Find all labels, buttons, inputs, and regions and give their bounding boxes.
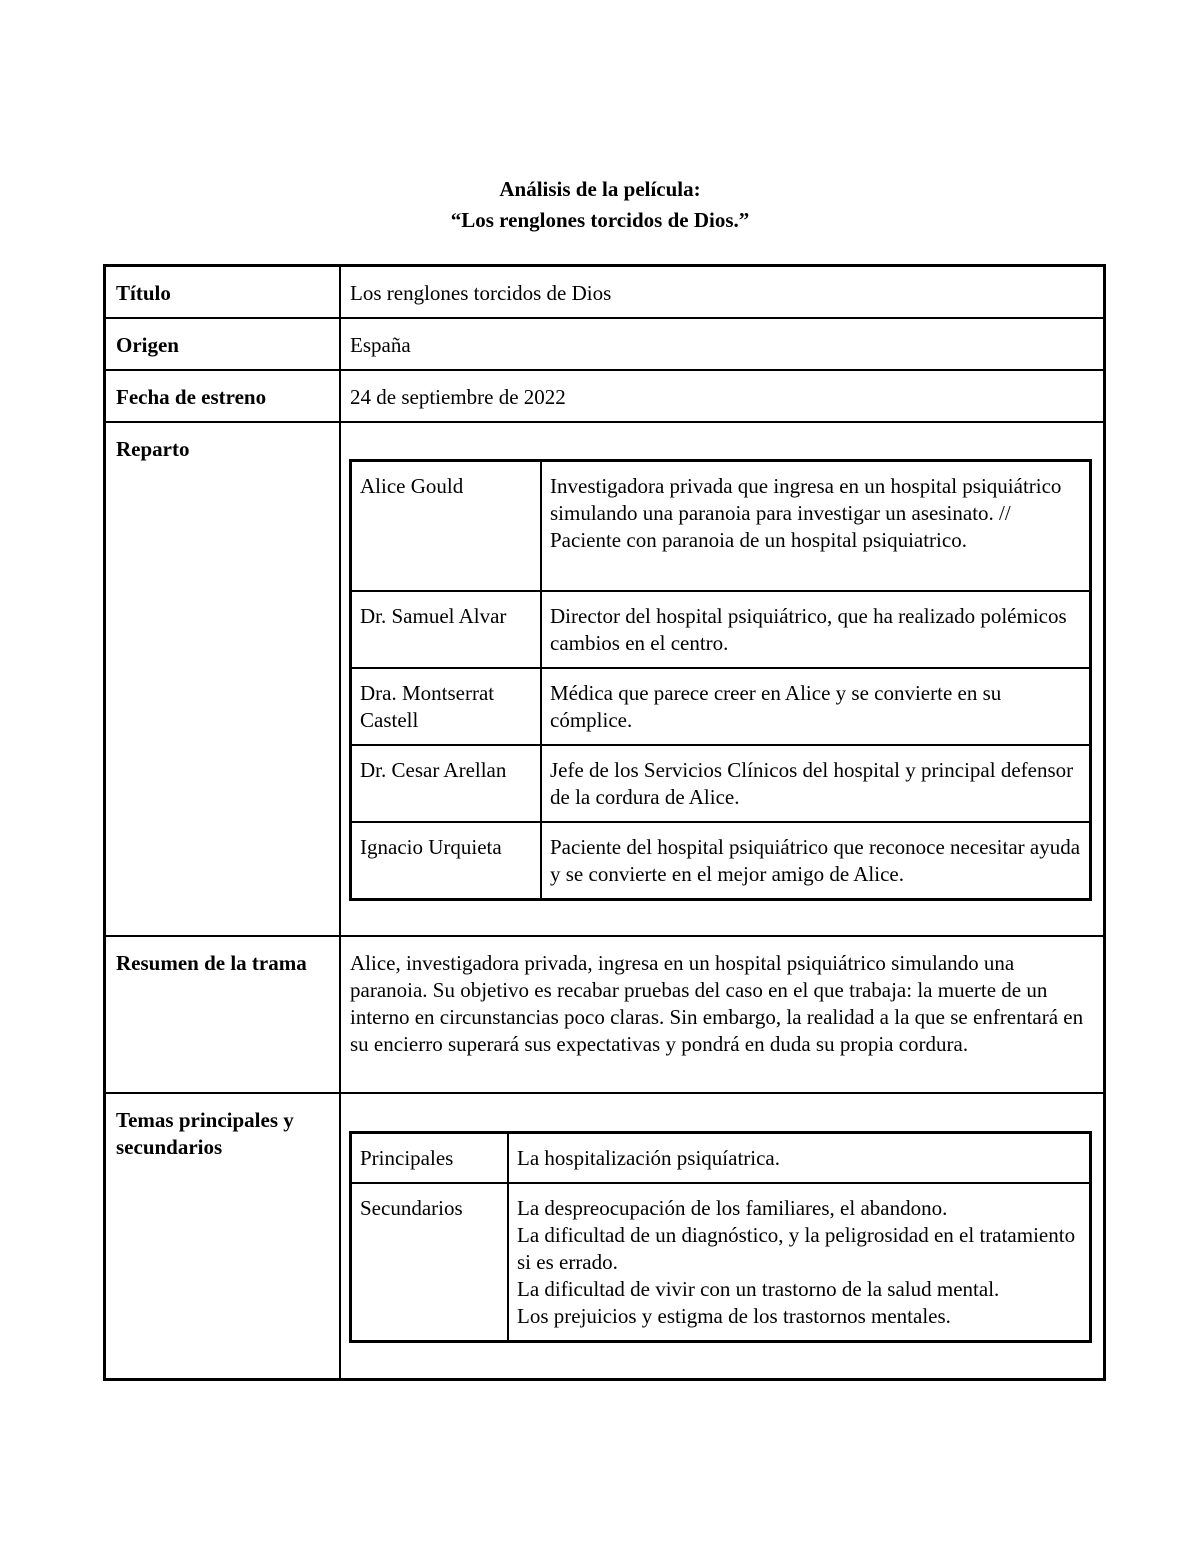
value-fecha: 24 de septiembre de 2022 <box>340 370 1105 422</box>
row-temas <box>105 1093 1105 1379</box>
cast-name: Dr. Cesar Arellan <box>351 745 542 822</box>
row-origen <box>105 318 1105 370</box>
cast-row <box>351 668 1091 745</box>
row-reparto <box>105 422 1105 936</box>
row-fecha <box>105 370 1105 422</box>
value-origen: España <box>340 318 1105 370</box>
themes-principales-label: Principales <box>351 1133 509 1184</box>
themes-secundarios-label: Secundarios <box>351 1183 509 1342</box>
cast-table <box>349 459 1092 901</box>
themes-row-secundarios <box>351 1183 1091 1342</box>
cast-name: Alice Gould <box>351 461 542 591</box>
label-titulo: Título <box>105 266 341 319</box>
themes-principales-items <box>508 1133 1091 1184</box>
cast-cell <box>340 422 1105 936</box>
cast-name: Dr. Samuel Alvar <box>351 591 542 668</box>
title-line-2: “Los renglones torcidos de Dios.” <box>450 208 750 232</box>
theme-item: La hospitalización psiquíatrica. <box>517 1146 780 1170</box>
label-resumen: Resumen de la trama <box>105 936 341 1093</box>
cast-description: Director del hospital psiquiátrico, que ha realizado polémicos cambios en el centro. <box>541 591 1091 668</box>
theme-item: La dificultad de vivir con un trastorno de la salud mental. <box>517 1277 1000 1301</box>
themes-secundarios-items <box>508 1183 1091 1342</box>
cast-description: Jefe de los Servicios Clínicos del hospital y principal defensor de la cordura de Alice. <box>541 745 1091 822</box>
cast-row <box>351 745 1091 822</box>
analysis-table <box>103 264 1106 1381</box>
themes-table <box>349 1131 1092 1343</box>
cast-row <box>351 591 1091 668</box>
label-fecha: Fecha de estreno <box>105 370 341 422</box>
cast-name: Ignacio Urquieta <box>351 822 542 900</box>
title-line-1: Análisis de la película: <box>499 177 701 201</box>
label-temas: Temas principales y secundarios <box>105 1093 341 1379</box>
cast-name: Dra. Montserrat Castell <box>351 668 542 745</box>
row-titulo <box>105 266 1105 319</box>
cast-row <box>351 461 1091 591</box>
theme-item: Los prejuicios y estigma de los trastornos mentales. <box>517 1304 951 1328</box>
themes-cell <box>340 1093 1105 1379</box>
cast-description: Médica que parece creer en Alice y se convierte en su cómplice. <box>541 668 1091 745</box>
cast-description: Investigadora privada que ingresa en un hospital psiquiátrico simulando una paranoia para investigar un asesinato. // Paciente con paranoia de un hospital psiquiatrico. <box>541 461 1091 591</box>
theme-item: La dificultad de un diagnóstico, y la peligrosidad en el tratamiento si es errado. <box>517 1223 1076 1274</box>
label-reparto: Reparto <box>105 422 341 936</box>
cast-description: Paciente del hospital psiquiátrico que reconoce necesitar ayuda y se convierte en el mejor amigo de Alice. <box>541 822 1091 900</box>
theme-item: La despreocupación de los familiares, el abandono. <box>517 1196 948 1220</box>
value-resumen: Alice, investigadora privada, ingresa en un hospital psiquiátrico simulando una paranoia. Su objetivo es recabar pruebas del caso en el que trabaja: la muerte de un interno en circunstancias poco claras. Sin embargo, la realidad a la que se enfrentará en su encierro superará sus expectativas y pondrá en duda su propia cordura. <box>340 936 1105 1093</box>
themes-row-principales <box>351 1133 1091 1184</box>
row-resumen <box>105 936 1105 1093</box>
value-titulo: Los renglones torcidos de Dios <box>340 266 1105 319</box>
label-origen: Origen <box>105 318 341 370</box>
cast-row <box>351 822 1091 900</box>
document-title <box>0 174 1200 236</box>
